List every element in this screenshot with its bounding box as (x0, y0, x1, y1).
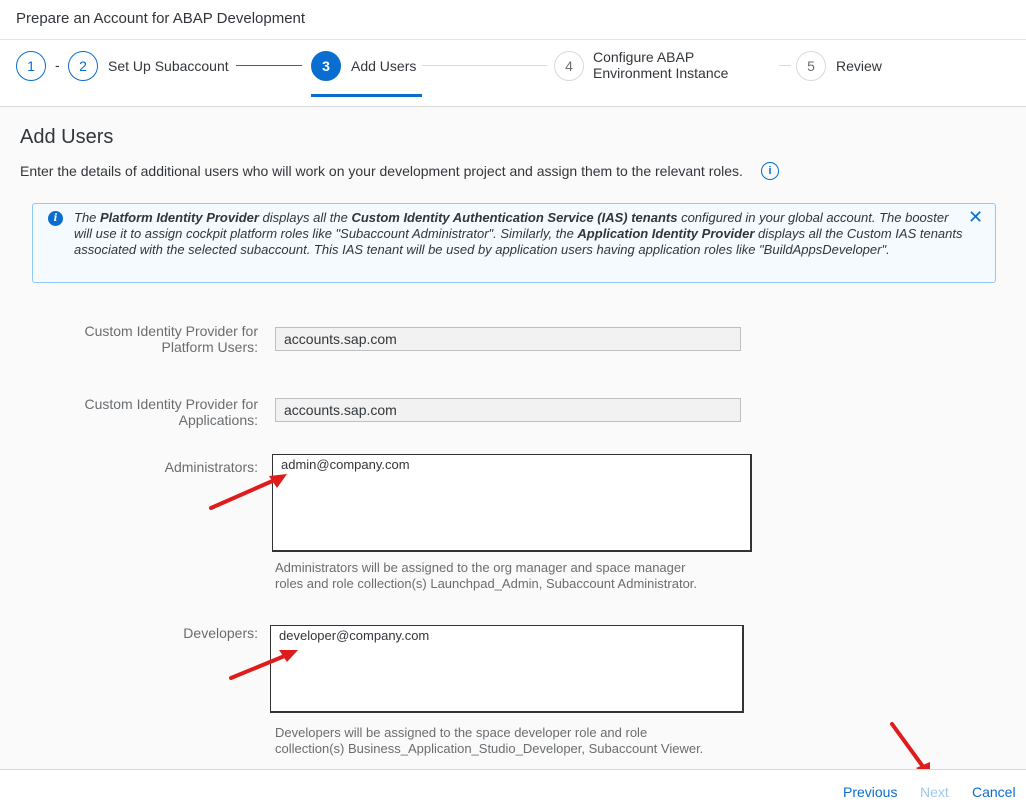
step-connector (422, 65, 547, 66)
next-button[interactable]: Next (920, 784, 949, 800)
dialog-header (0, 0, 1026, 40)
page-description: Enter the details of additional users who will work on your development project and assign them to the relevant roles. (20, 163, 743, 179)
step-separator: - (55, 57, 60, 73)
information-icon: i (48, 211, 63, 226)
app-idp-field[interactable]: accounts.sap.com (275, 398, 741, 422)
previous-button[interactable]: Previous (843, 784, 898, 800)
cancel-button[interactable]: Cancel (972, 784, 1016, 800)
app-idp-label: Custom Identity Provider for Applications: (84, 396, 258, 428)
step-connector (236, 65, 302, 66)
dialog-footer (0, 769, 1026, 807)
developers-hint: Developers will be assigned to the space developer role and role collection(s) Business_Application_Studio_Developer, Subaccount Viewer. (275, 725, 704, 756)
administrators-hint: Administrators will be assigned to the org manager and space manager roles and role collection(s) Launchpad_Admin, Subaccount Administrator. (275, 560, 698, 591)
close-icon[interactable]: ✕ (968, 207, 984, 227)
wizard-step-4-label-line2: Environment Instance (593, 65, 729, 81)
wizard-step-2[interactable]: 2 (68, 51, 98, 81)
dialog-title: Prepare an Account for ABAP Development (16, 10, 306, 27)
active-step-indicator (311, 94, 422, 97)
wizard-step-4-label-line1: Configure ABAP (593, 49, 695, 65)
wizard-content (0, 107, 1026, 769)
wizard-step-4[interactable]: 4 (554, 51, 584, 81)
info-message-strip (32, 203, 996, 283)
platform-idp-field[interactable]: accounts.sap.com (275, 327, 741, 351)
wizard-progress (0, 40, 1026, 107)
administrators-textarea[interactable]: admin@company.com (272, 454, 752, 552)
administrators-label: Administrators: (164, 459, 258, 475)
page-title: Add Users (20, 126, 114, 148)
developers-label: Developers: (183, 625, 258, 641)
info-circle-icon[interactable]: i (761, 162, 779, 180)
wizard-step-3-label[interactable]: Add Users (351, 58, 417, 74)
wizard-step-5-label[interactable]: Review (836, 58, 882, 74)
annotation-arrow-icon (225, 642, 305, 684)
info-message-text: The Platform Identity Provider displays all the Custom Identity Authentication Service (IAS) tenants configured in your global account. The booster will use it to assign cockpit platform roles like "Subaccount Administrator". Similarly, the Application Identity Provider displays all the Custom IAS tenants associated with the selected subaccount. This IAS tenant will be used by application users having application roles like "BuildAppsDeveloper". (74, 210, 963, 257)
platform-idp-label: Custom Identity Provider for Platform Users: (84, 323, 258, 355)
wizard-step-5[interactable]: 5 (796, 51, 826, 81)
step-connector (779, 65, 791, 66)
annotation-arrow-icon (205, 468, 295, 514)
wizard-step-2-label[interactable]: Set Up Subaccount (108, 58, 229, 74)
developers-textarea[interactable]: developer@company.com (270, 625, 744, 713)
wizard-step-4-label[interactable] (593, 49, 728, 81)
wizard-step-3[interactable]: 3 (311, 51, 341, 81)
wizard-step-1[interactable]: 1 (16, 51, 46, 81)
